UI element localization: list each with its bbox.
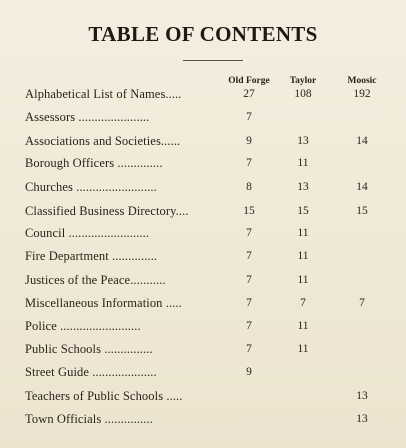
entry-label: Town Officials ............... — [25, 412, 153, 426]
page-old-forge: 7 — [246, 250, 252, 262]
contents-row-public-schools — [0, 342, 406, 362]
page-old-forge: 9 — [246, 366, 252, 378]
page-old-forge: 7 — [246, 297, 252, 309]
entry-label: Council ......................... — [25, 226, 150, 240]
entry-label: Assessors ...................... — [25, 110, 150, 124]
entry-label: Borough Officers .............. — [25, 156, 163, 170]
page-moosic: 14 — [356, 135, 368, 147]
page-taylor: 11 — [297, 157, 309, 169]
contents-row-borough-officers — [0, 156, 406, 176]
entry-label: Public Schools ............... — [25, 342, 153, 356]
page-old-forge: 15 — [243, 205, 255, 217]
page-taylor: 11 — [297, 274, 309, 286]
page-old-forge: 7 — [246, 320, 252, 332]
page-title: TABLE OF CONTENTS — [88, 22, 318, 46]
entry-label: Street Guide .................... — [25, 365, 157, 379]
contents-row-town-officials — [0, 412, 406, 432]
page-old-forge: 7 — [246, 227, 252, 239]
page-taylor: 11 — [297, 250, 309, 262]
entry-label: Miscellaneous Information ..... — [25, 296, 182, 310]
contents-row-teachers — [0, 389, 406, 409]
page-moosic: 13 — [356, 390, 368, 402]
page-taylor: 13 — [297, 181, 309, 193]
page-taylor: 108 — [294, 88, 312, 100]
contents-row-associations — [0, 134, 406, 154]
page-taylor: 13 — [297, 135, 309, 147]
entry-label: Police ......................... — [25, 319, 141, 333]
column-header-taylor: Taylor — [289, 76, 317, 86]
contents-row-miscellaneous — [0, 296, 406, 316]
page-old-forge: 27 — [243, 88, 255, 100]
contents-row-council — [0, 226, 406, 246]
page-moosic: 14 — [356, 181, 368, 193]
page-taylor: 7 — [300, 297, 306, 309]
contents-row-street-guide — [0, 365, 406, 385]
contents-row-police — [0, 319, 406, 339]
entry-label: Teachers of Public Schools ..... — [25, 389, 183, 403]
page-old-forge: 7 — [246, 157, 252, 169]
page-old-forge: 8 — [246, 181, 252, 193]
contents-row-justices — [0, 273, 406, 293]
entry-label: Alphabetical List of Names..... — [25, 87, 182, 101]
entry-label: Classified Business Directory.... — [25, 204, 189, 218]
entry-label: Fire Department .............. — [25, 249, 158, 263]
page-taylor: 15 — [297, 205, 309, 217]
page-moosic: 15 — [356, 205, 368, 217]
entry-label: Churches ......................... — [25, 180, 157, 194]
page-moosic: 192 — [353, 88, 371, 100]
page-old-forge: 7 — [246, 111, 252, 123]
page-taylor: 11 — [297, 227, 309, 239]
page-moosic: 7 — [359, 297, 365, 309]
page-old-forge: 9 — [246, 135, 252, 147]
page-taylor: 11 — [297, 343, 309, 355]
page-moosic: 13 — [356, 413, 368, 425]
contents-row-alphabetical-list — [0, 87, 406, 107]
page-old-forge: 7 — [246, 343, 252, 355]
entry-label: Associations and Societies...... — [25, 134, 181, 148]
title-rule — [183, 60, 243, 61]
contents-row-churches — [0, 180, 406, 200]
page-old-forge: 7 — [246, 274, 252, 286]
entry-label: Justices of the Peace........... — [25, 273, 166, 287]
contents-row-business-directory — [0, 204, 406, 224]
column-header-old-forge: Old Forge — [228, 76, 270, 86]
column-header-moosic: Moosic — [347, 76, 377, 86]
contents-row-fire-department — [0, 249, 406, 269]
contents-row-assessors — [0, 110, 406, 130]
page-taylor: 11 — [297, 320, 309, 332]
